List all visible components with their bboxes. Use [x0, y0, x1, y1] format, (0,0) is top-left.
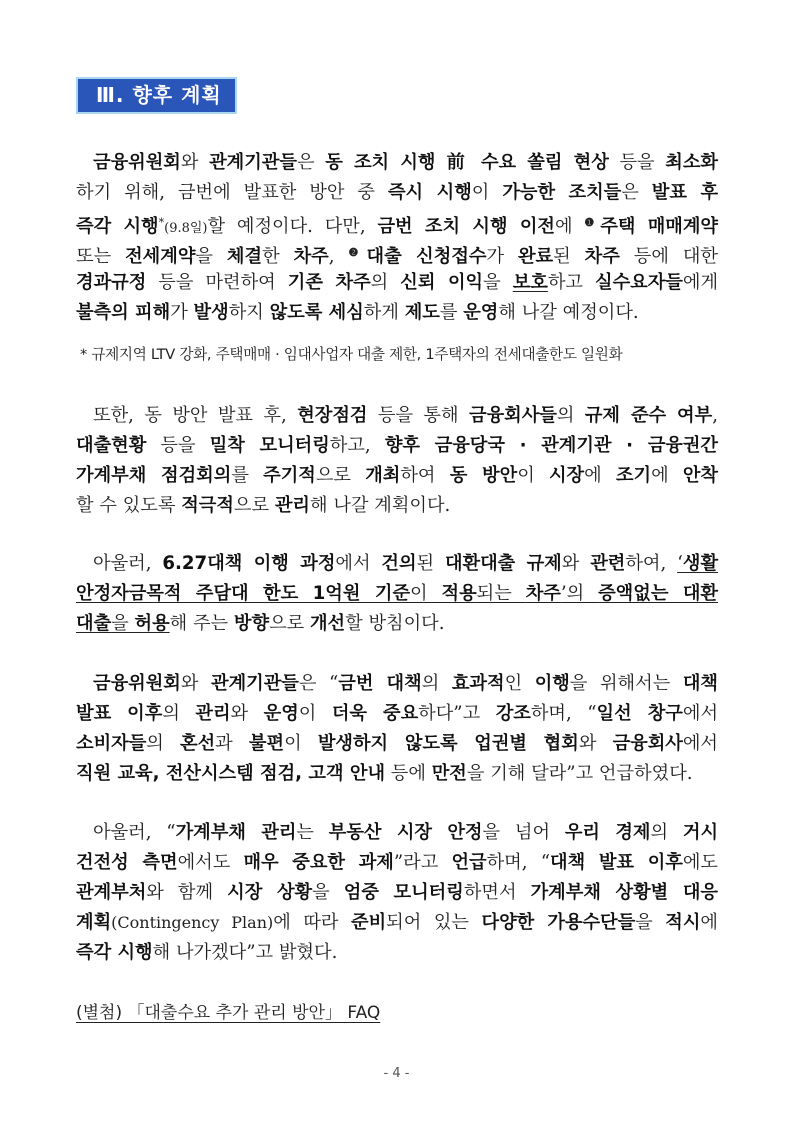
emphasis-text: 안착 [682, 465, 718, 486]
text-line [76, 729, 718, 759]
emphasis-text: 증액없는 대환 [598, 583, 718, 604]
text-line [76, 268, 718, 298]
body-text: 의 [162, 703, 196, 724]
body-text: (9.8일) [164, 221, 208, 236]
emphasis-text: 금번 조치 시행 이전 [377, 216, 556, 237]
text-line [76, 431, 718, 461]
emphasis-text: 관련 [590, 553, 626, 574]
emphasis-text: 효과적 [451, 673, 505, 694]
body-text: 해 나가겠다”고 밝혔다. [152, 942, 338, 963]
body-text: 아울러, [93, 553, 163, 574]
body-text: 에 [584, 465, 616, 486]
body-text: 등을 통해 [367, 405, 469, 426]
body-text: 에서도 [177, 852, 244, 873]
emphasis-text: 향후 금융당국 · 관계기관 · 금융권간 [384, 435, 719, 456]
emphasis-text: 보호 [512, 272, 548, 293]
emphasis-text: 시장 [548, 465, 585, 486]
body-text: 을 [111, 613, 135, 634]
emphasis-text: 대책 발표 이후 [550, 852, 683, 873]
emphasis-text: 방향 [233, 613, 270, 634]
body-text: 하여, [625, 553, 678, 574]
emphasis-text: 발표 이후 [76, 703, 163, 724]
emphasis-text: 않도록 세심 [269, 302, 364, 323]
emphasis-text: 대환대출 규제 [444, 553, 562, 574]
body-text: 한 [262, 246, 294, 267]
body-text: 의 [421, 673, 452, 694]
text-line [76, 908, 718, 938]
body-text: 할 수 있도록 [76, 495, 182, 516]
body-text: 을 [635, 912, 666, 933]
emphasis-text: 동 조치 시행 前 수요 쏠림 현상 [325, 152, 609, 173]
emphasis-text: 조기 [615, 465, 652, 486]
emphasis-text: 가계부채 관리 [175, 822, 297, 843]
body-text: 으로 [269, 613, 310, 634]
text-line [76, 818, 718, 848]
text-line [76, 178, 718, 208]
body-text: 이 [284, 733, 318, 754]
body-text: 하고, [329, 435, 385, 456]
emphasis-text: 허용 [134, 613, 170, 634]
body-text: 이 [471, 182, 503, 203]
body-text: 등에 대한 [619, 246, 718, 267]
body-text: 하며, “ [486, 852, 550, 873]
paragraph-immediate-implementation [76, 148, 718, 328]
emphasis-text: 관리 [274, 495, 310, 516]
emphasis-text: 다양한 가용수단들 [481, 912, 636, 933]
body-text: 에게 [682, 272, 719, 293]
body-text: 할 방침이다. [345, 613, 445, 634]
emphasis-text: 혼선 [180, 733, 216, 754]
body-text: 을 [195, 246, 227, 267]
body-text: 이 [517, 465, 549, 486]
text-line [76, 461, 718, 491]
body-text: 을 [483, 272, 513, 293]
emphasis-text: 적극적 [181, 495, 234, 516]
body-text: 을 기해 달라”고 언급하였다. [466, 763, 693, 784]
emphasis-text: ❶ [584, 216, 601, 229]
emphasis-text: 즉시 시행 [387, 182, 472, 203]
emphasis-text: 불측의 피해 [76, 302, 171, 323]
emphasis-text: 부동산 시장 안정 [328, 822, 483, 843]
body-text: 에서 [682, 733, 718, 754]
emphasis-text: 강조 [495, 703, 531, 724]
emphasis-text: 대출 신청접수 [366, 246, 487, 267]
text-line [76, 938, 718, 968]
emphasis-text: 관계기관들 [211, 673, 299, 694]
emphasis-text: 관계기관들 [209, 152, 297, 173]
paragraph-monitoring [76, 401, 718, 521]
body-text: 된 [416, 553, 445, 574]
body-text: 등을 마련하여 [146, 272, 288, 293]
body-text: ”라고 [393, 852, 452, 873]
text-line [76, 148, 718, 178]
text-line [76, 669, 718, 699]
emphasis-text: ❷ [348, 246, 367, 259]
emphasis-text: 만전 [431, 763, 467, 784]
text-line [76, 298, 718, 328]
emphasis-text: 대책 [682, 673, 718, 694]
body-text: 이 [298, 703, 332, 724]
emphasis-text: 금융회사 [612, 733, 683, 754]
section-heading: Ⅲ. 향후 계획 [76, 77, 237, 114]
emphasis-text: 관계부처 [76, 882, 147, 903]
emphasis-text: 최소화 [665, 152, 718, 173]
body-text: 되는 [476, 583, 526, 604]
emphasis-text: 금융위원회 [93, 152, 181, 173]
body-text: 은 [621, 182, 652, 203]
body-text: 하면서 [463, 882, 531, 903]
emphasis-text: 금융회사들 [469, 405, 557, 426]
body-text: 할 예정이다. 다만, [207, 216, 378, 237]
emphasis-text: 이행 [534, 673, 570, 694]
body-text: 이 [410, 583, 442, 604]
body-text: 를 [231, 465, 264, 486]
emphasis-text: 발생 [193, 302, 229, 323]
body-text: 의 [146, 733, 181, 754]
body-text: 하기 위해, 금번에 발표한 방안 중 [76, 182, 388, 203]
emphasis-text: 언급 [451, 852, 487, 873]
body-text: 에 따라 [273, 912, 352, 933]
text-line [76, 491, 718, 521]
emphasis-text: 주택 매매계약 [600, 216, 719, 237]
body-text: ’의 [560, 583, 599, 604]
text-line [76, 609, 718, 639]
emphasis-text: 완료 [517, 246, 554, 267]
body-text: 은 [296, 152, 326, 173]
body-text: 와 [578, 733, 613, 754]
emphasis-text: 신뢰 이익 [400, 272, 484, 293]
emphasis-text: 운영 [463, 302, 499, 323]
emphasis-text: 운영 [263, 703, 299, 724]
emphasis-text: 불편 [248, 733, 285, 754]
body-text: 에도 [682, 852, 718, 873]
body-text: 해 주는 [169, 613, 234, 634]
body-text: , [328, 246, 349, 267]
paragraph-household-debt [76, 818, 718, 968]
emphasis-text: 발표 후 [651, 182, 719, 203]
body-text: 으로 [315, 465, 366, 486]
emphasis-text: 건의 [381, 553, 417, 574]
emphasis-text: 소비자들 [76, 733, 147, 754]
body-text: 과 [215, 733, 249, 754]
emphasis-text: 체결 [226, 246, 263, 267]
emphasis-text: 엄중 모니터링 [343, 882, 464, 903]
emphasis-text: 가계부채 점검회의 [76, 465, 232, 486]
emphasis-text: 현장점검 [297, 405, 368, 426]
text-line [76, 759, 718, 789]
body-text: 는 [296, 822, 329, 843]
body-text: 은 “ [298, 673, 339, 694]
text-line [76, 579, 718, 609]
body-text: 가 [170, 302, 194, 323]
emphasis-text: 규제 준수 여부 [584, 405, 713, 426]
body-text: 하게 [363, 302, 405, 323]
emphasis-text: 제도 [404, 302, 440, 323]
emphasis-text: 적용 [441, 583, 477, 604]
emphasis-text: 기존 차주 [287, 272, 371, 293]
emphasis-text: 안정자금목적 주담대 한도 1억원 기준 [76, 583, 411, 604]
body-text: 에 [651, 465, 683, 486]
body-text: 을 [312, 882, 344, 903]
emphasis-text: 동 방안 [449, 465, 518, 486]
emphasis-text: 가능한 조치들 [502, 182, 622, 203]
body-text: 등에 [385, 763, 432, 784]
body-text: 인 [504, 673, 535, 694]
body-text: 해 나갈 예정이다. [498, 302, 639, 323]
text-line [76, 699, 718, 729]
paragraph-refinance-loan [76, 549, 718, 639]
body-text: 하지 [228, 302, 270, 323]
body-text: 을 넘어 [482, 822, 565, 843]
body-text: 하여 [400, 465, 450, 486]
body-text: 가 [486, 246, 518, 267]
emphasis-text: 직원 교육, 전산시스템 점검, 고객 안내 [76, 763, 386, 784]
emphasis-text: 차주 [293, 246, 329, 267]
emphasis-text: 개최 [365, 465, 401, 486]
body-text: , [712, 405, 718, 426]
emphasis-text: 거시 [682, 822, 719, 843]
body-text: 에 [555, 216, 585, 237]
text-line [76, 878, 718, 908]
emphasis-text: 적시 [665, 912, 701, 933]
emphasis-text: 밀착 모니터링 [209, 435, 330, 456]
body-text: 에 [700, 912, 718, 933]
body-text: 해 나갈 계획이다. [309, 495, 451, 516]
emphasis-text: 즉각 시행 [76, 216, 159, 237]
body-text: 에서 [335, 553, 382, 574]
emphasis-text: 전세계약 [125, 246, 196, 267]
body-text: 와 [561, 553, 591, 574]
page-number: - 4 - [383, 1066, 410, 1081]
emphasis-text: 즉각 시행 [76, 942, 153, 963]
body-text: 또한, 동 방안 발표 후, [93, 405, 298, 426]
body-text: 의 [370, 272, 401, 293]
body-text: 등을 [146, 435, 210, 456]
text-line [76, 549, 718, 579]
body-text: 또는 [76, 246, 126, 267]
emphasis-text: 매우 중요한 과제 [243, 852, 394, 873]
body-text: ‘ [677, 553, 683, 574]
body-text: 으로 [233, 495, 275, 516]
body-text: * [158, 216, 165, 229]
emphasis-text: 차주 [525, 583, 561, 604]
body-text: (Contingency Plan) [111, 913, 274, 932]
emphasis-text: 관리 [195, 703, 231, 724]
emphasis-text: 주기적 [263, 465, 316, 486]
emphasis-text: 시장 상황 [227, 882, 313, 903]
emphasis-text: 금번 대책 [338, 673, 422, 694]
emphasis-text: 생활 [682, 553, 719, 574]
emphasis-text: 개선 [309, 613, 346, 634]
emphasis-text: 대출현황 [76, 435, 147, 456]
emphasis-text: 건전성 측면 [76, 852, 178, 873]
emphasis-text: 가계부채 상황별 대응 [530, 882, 719, 903]
footnote: * 규제지역 LTV 강화, 주택매매 · 임대사업자 대출 제한, 1주택자의 전세대출한도 일원화 [80, 346, 623, 363]
body-text: 된 [553, 246, 585, 267]
emphasis-text: 금융위원회 [93, 673, 181, 694]
emphasis-text: 발생하지 않도록 업권별 협회 [317, 733, 579, 754]
emphasis-text: 대출 [76, 613, 112, 634]
emphasis-text: 준비 [351, 912, 387, 933]
emphasis-text: 경과규정 [76, 272, 147, 293]
body-text: 를 [439, 302, 464, 323]
body-text: 을 위해서는 [569, 673, 683, 694]
body-text: 되어 있는 [386, 912, 482, 933]
body-text: 의 [650, 822, 683, 843]
body-text: 하다”고 [418, 703, 496, 724]
body-text: 의 [556, 405, 585, 426]
body-text: 아울러, “ [93, 822, 176, 843]
text-line [76, 238, 718, 268]
body-text: 와 [180, 152, 210, 173]
body-text: 와 [180, 673, 211, 694]
emphasis-text: 일선 창구 [596, 703, 683, 724]
emphasis-text: 우리 경제 [564, 822, 651, 843]
body-text: 와 함께 [146, 882, 228, 903]
attachment-faq-link[interactable]: (별첨) 「대출수요 추가 관리 방안」 FAQ [76, 1003, 381, 1023]
emphasis-text: 실수요자들 [595, 272, 683, 293]
text-line [76, 848, 718, 878]
body-text: 하며, “ [530, 703, 597, 724]
emphasis-text: 차주 [584, 246, 620, 267]
body-text: 와 [230, 703, 264, 724]
body-text: 에서 [682, 703, 719, 724]
text-line [76, 208, 718, 238]
emphasis-text: 계획 [76, 912, 112, 933]
body-text: 등을 [608, 152, 666, 173]
body-text: 하고 [547, 272, 596, 293]
paragraph-agency-remarks [76, 669, 718, 789]
emphasis-text: 6.27대책 이행 과정 [162, 553, 336, 574]
text-line [76, 401, 718, 431]
emphasis-text: 더욱 중요 [331, 703, 419, 724]
